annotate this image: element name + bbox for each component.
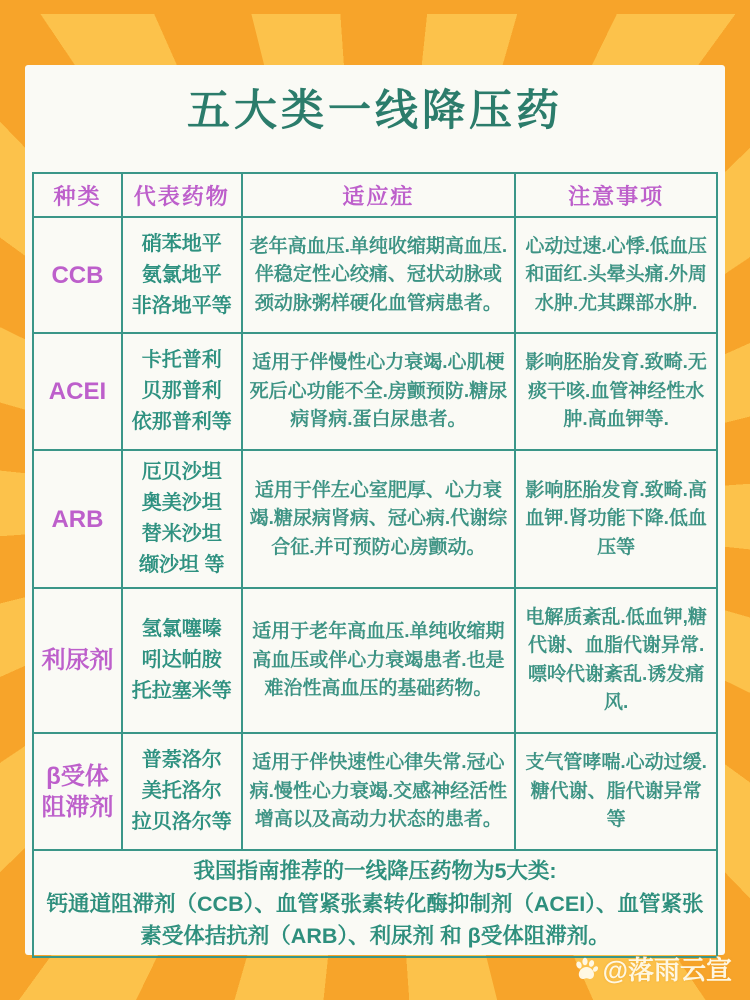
drug-name: 依那普利等 <box>131 411 232 434</box>
table-row-beta-blocker <box>33 733 717 850</box>
drugs-cell <box>122 588 242 733</box>
indications-cell: 适用于伴快速性心律失常.冠心病.慢性心力衰竭.交感神经活性增高以及高动力状态的患者。 <box>242 733 516 850</box>
class-label: ACEI <box>33 333 122 450</box>
watermark <box>573 950 732 987</box>
poster-card <box>25 65 725 955</box>
indications-cell: 适用于老年高血压.单纯收缩期高血压或伴心力衰竭患者.也是难治性高血压的基础药物。 <box>242 588 516 733</box>
drug-classes-table <box>32 172 718 958</box>
drug-name: 卡托普利 <box>141 349 222 372</box>
class-label: ARB <box>33 450 122 588</box>
watermark-text: @落雨云宣 <box>602 955 732 985</box>
indications-cell: 适用于伴左心室肥厚、心力衰竭.糖尿病肾病、冠心病.代谢综合征.并可预防心房颤动。 <box>242 450 516 588</box>
drug-name: 氨氯地平 <box>141 263 222 286</box>
footer-note-body: 钙通道阻滞剂（CCB）、血管紧张素转化酶抑制剂（ACEI）、血管紧张素受体拮抗剂（ARB）、利尿剂 和 β受体阻滞剂。 <box>46 891 704 948</box>
drug-name: 贝那普利 <box>141 380 222 403</box>
drug-name: 美托洛尔 <box>141 780 222 803</box>
drugs-cell <box>122 333 242 450</box>
drug-name: 非洛地平等 <box>131 294 232 317</box>
table-row-diuretic <box>33 588 717 733</box>
drug-name: 硝苯地平 <box>141 232 222 255</box>
drug-name: 缬沙坦 等 <box>138 554 225 577</box>
drug-name: 厄贝沙坦 <box>141 461 222 484</box>
class-label: β受体阻滞剂 <box>33 733 122 850</box>
indications-cell: 老年高血压.单纯收缩期高血压.伴稳定性心绞痛、冠状动脉或颈动脉粥样硬化血管病患者。 <box>242 217 516 333</box>
class-label: CCB <box>33 217 122 333</box>
precautions-cell: 影响胚胎发育.致畸.高血钾.肾功能下降.低血压等 <box>515 450 717 588</box>
footer-note-heading: 我国指南推荐的一线降压药物为5大类: <box>193 859 557 884</box>
precautions-cell: 支气管哮喘.心动过缓.糖代谢、脂代谢异常等 <box>515 733 717 850</box>
drugs-cell <box>122 450 242 588</box>
indications-cell: 适用于伴慢性心力衰竭.心肌梗死后心功能不全.房颤预防.糖尿病肾病.蛋白尿患者。 <box>242 333 516 450</box>
precautions-cell: 心动过速.心悸.低血压和面红.头晕头痛.外周水肿.尤其踝部水肿. <box>515 217 717 333</box>
table-row-ccb <box>33 217 717 333</box>
table-row-acei <box>33 333 717 450</box>
drugs-cell <box>122 733 242 850</box>
drug-name: 普萘洛尔 <box>141 749 222 772</box>
drug-name: 拉贝洛尔等 <box>131 811 232 834</box>
precautions-cell: 电解质紊乱.低血钾,糖代谢、血脂代谢异常.嘌呤代谢紊乱.诱发痛风. <box>515 588 717 733</box>
col-header-class: 种类 <box>33 173 122 217</box>
drugs-cell <box>122 217 242 333</box>
class-label: 利尿剂 <box>33 588 122 733</box>
page-title: 五大类一线降压药 <box>187 87 563 135</box>
drug-name: 奥美沙坦 <box>141 492 222 515</box>
table-header-row <box>33 173 717 217</box>
precautions-cell: 影响胚胎发育.致畸.无痰干咳.血管神经性水肿.高血钾等. <box>515 333 717 450</box>
drug-name: 吲达帕胺 <box>141 649 222 672</box>
table-footer-row <box>33 850 717 957</box>
drug-name: 氢氯噻嗪 <box>141 618 222 641</box>
col-header-drugs: 代表药物 <box>122 173 242 217</box>
top-orange-band <box>0 0 750 14</box>
col-header-indications: 适应症 <box>242 173 516 217</box>
paw-icon <box>573 956 599 982</box>
table-row-arb <box>33 450 717 588</box>
footer-note <box>33 850 717 957</box>
col-header-precautions: 注意事项 <box>515 173 717 217</box>
drug-name: 替米沙坦 <box>141 523 222 546</box>
drug-name: 托拉塞米等 <box>131 680 232 703</box>
